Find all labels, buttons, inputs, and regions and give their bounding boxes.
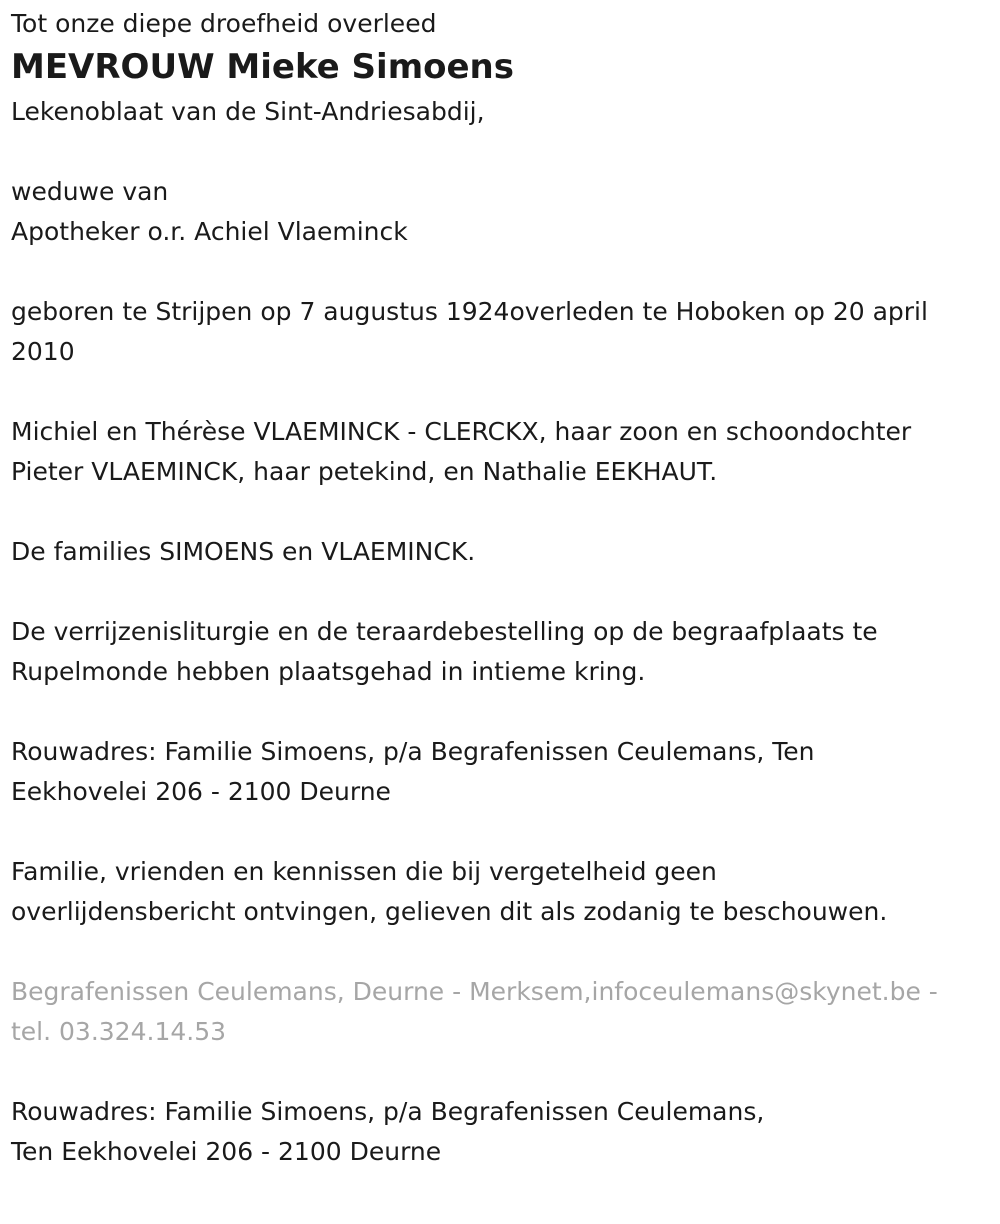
mourning-address-line: Eekhovelei 206 - 2100 Deurne [11, 777, 391, 806]
mourning-address-line: Rouwadres: Familie Simoens, p/a Begrafenissen Ceulemans, [11, 1097, 765, 1126]
families-line: De families SIMOENS en VLAEMINCK. [11, 537, 476, 566]
family-line: Michiel en Thérèse VLAEMINCK - CLERCKX, haar zoon en schoondochter [11, 417, 912, 446]
birth-death-line: geboren te Strijpen op 7 augustus 1924overleden te Hoboken op 20 april [11, 297, 928, 326]
intro-text: Tot onze diepe droefheid overleed [11, 9, 437, 38]
ceremony-line: De verrijzenisliturgie en de teraardebestelling op de begraafplaats te [11, 617, 878, 646]
mourning-address-line: Ten Eekhovelei 206 - 2100 Deurne [11, 1137, 442, 1166]
family-line: Pieter VLAEMINCK, haar petekind, en Nathalie EEKHAUT. [11, 457, 718, 486]
notice-note-line: Familie, vrienden en kennissen die bij vergetelheid geen [11, 857, 717, 886]
death-notice [11, 0, 991, 1172]
birth-death-line: 2010 [11, 337, 75, 366]
spouse-name: Apotheker o.r. Achiel Vlaeminck [11, 217, 408, 246]
ceremony-line: Rupelmonde hebben plaatsgehad in intieme kring. [11, 657, 646, 686]
undertaker-line: Begrafenissen Ceulemans, Deurne - Merksem,infoceulemans@skynet.be - [11, 977, 938, 1006]
mourning-address-line: Rouwadres: Familie Simoens, p/a Begrafenissen Ceulemans, Ten [11, 737, 815, 766]
undertaker-line: tel. 03.324.14.53 [11, 1017, 227, 1046]
notice-note-line: overlijdensbericht ontvingen, gelieven dit als zodanig te beschouwen. [11, 897, 888, 926]
widow-label: weduwe van [11, 177, 169, 206]
deceased-title: Lekenoblaat van de Sint-Andriesabdij, [11, 97, 485, 126]
deceased-name: MEVROUW Mieke Simoens [11, 47, 514, 87]
